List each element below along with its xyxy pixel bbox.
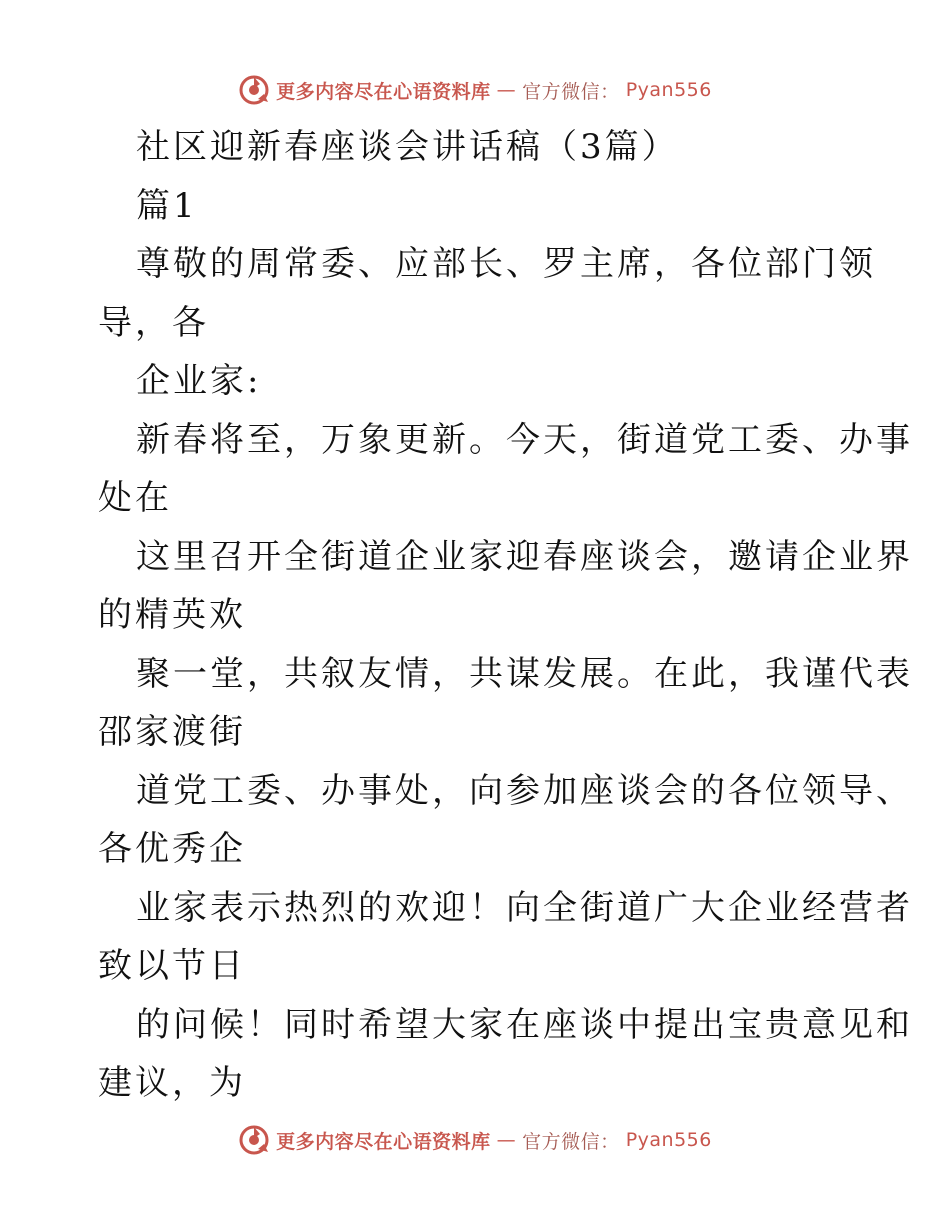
paragraph-line: 聚一堂，共叙友情，共谋发展。在此，我谨代表	[136, 653, 913, 694]
brand-logo-icon	[238, 74, 270, 106]
paragraph-line: 企业家:	[136, 361, 262, 401]
watermark-text: 更多内容尽在心语资料库	[276, 1130, 491, 1153]
paragraph-line: 尊敬的周常委、应部长、罗主席，各位部门领	[136, 244, 876, 284]
paragraph-line: 的问候！同时希望大家在座谈中提出宝贵意见和	[136, 1004, 913, 1045]
paragraph-line: 各优秀企	[98, 829, 246, 869]
document-body	[98, 118, 913, 1113]
brand-logo-icon	[238, 1124, 270, 1156]
watermark-banner-bottom	[0, 1120, 950, 1160]
watermark-text: 更多内容尽在心语资料库	[276, 80, 491, 103]
paragraph-line: 邵家渡街	[98, 712, 246, 752]
paragraph-line: 的精英欢	[98, 595, 246, 635]
paragraph-line: 这里召开全街道企业家迎春座谈会，邀请企业界	[136, 536, 913, 577]
section-heading: 篇1	[136, 185, 198, 226]
paragraph-line: 处在	[98, 478, 172, 518]
watermark-dash: —	[496, 79, 517, 101]
watermark-dash: —	[496, 1129, 517, 1151]
paragraph-line: 道党工委、办事处，向参加座谈会的各位领导、	[136, 770, 913, 811]
watermark-wechat-id: Pyan556	[625, 79, 712, 101]
watermark-wechat-id: Pyan556	[625, 1129, 712, 1151]
paragraph-line: 导，各	[98, 302, 209, 343]
watermark-banner-top	[0, 70, 950, 110]
paragraph-line: 业家表示热烈的欢迎！向全街道广大企业经营者	[136, 887, 913, 928]
paragraph-line: 致以节日	[98, 946, 246, 986]
watermark-official-label: 官方微信：	[522, 1130, 620, 1153]
watermark-official-label: 官方微信：	[522, 80, 620, 103]
paragraph-line: 新春将至，万象更新。今天，街道党工委、办事	[136, 419, 913, 460]
document-title: 社区迎新春座谈会讲话稿（3篇）	[136, 127, 679, 167]
paragraph-line: 建议，为	[98, 1063, 246, 1103]
